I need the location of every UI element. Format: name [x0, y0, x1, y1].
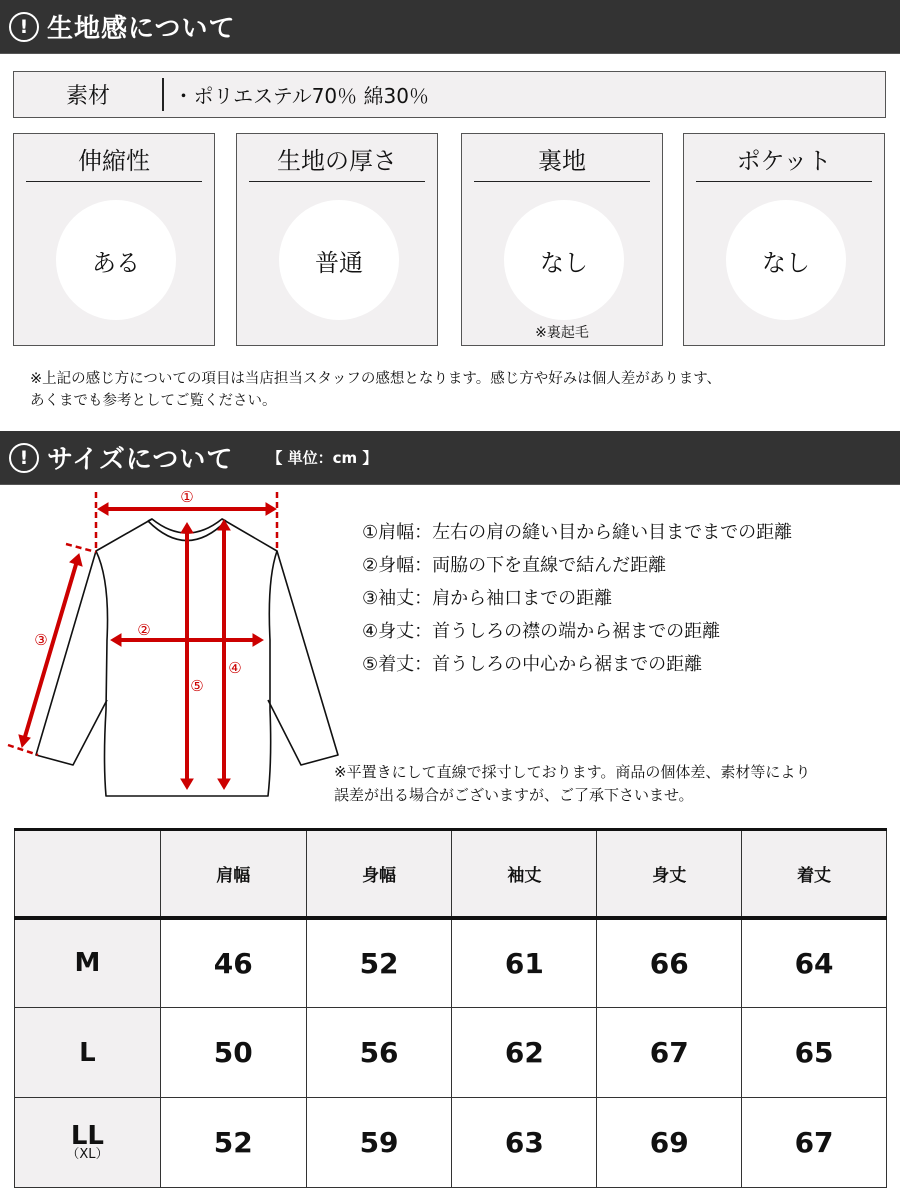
column-header-shoulder: 肩幅	[160, 830, 306, 918]
exclamation-circle-icon: !	[9, 443, 39, 473]
table-cell: 69	[597, 1098, 742, 1188]
feature-card-pocket	[683, 133, 885, 346]
table-cell: 63	[452, 1098, 597, 1188]
legend-item: ⑤着丈：首うしろの中心から裾までの距離	[362, 654, 703, 675]
exclamation-circle-icon: !	[9, 12, 39, 42]
feature-value: なし	[504, 200, 624, 320]
table-cell: 52	[306, 918, 452, 1008]
feature-note: ※裏起毛	[535, 325, 589, 341]
table-cell: 67	[597, 1008, 742, 1098]
column-header-body-length: 身丈	[597, 830, 742, 918]
material-row	[13, 71, 886, 118]
table-cell: 56	[306, 1008, 452, 1098]
fabric-disclaimer	[30, 368, 721, 412]
shirt-outline-icon	[0, 484, 345, 809]
legend-item: ③袖丈：肩から袖口までの距離	[362, 588, 613, 609]
column-header-total-length: 着丈	[742, 830, 887, 918]
feature-card-stretch	[13, 133, 215, 346]
table-row	[15, 1098, 887, 1188]
measurement-note	[334, 761, 810, 807]
table-cell: 50	[160, 1008, 306, 1098]
table-row	[15, 1008, 887, 1098]
marker-3: ③	[34, 631, 48, 649]
table-cell: 66	[597, 918, 742, 1008]
feature-card-thickness	[236, 133, 438, 346]
feature-label: 伸縮性	[26, 144, 202, 182]
table-cell: 61	[452, 918, 597, 1008]
marker-5: ⑤	[190, 677, 204, 695]
shirt-measurement-diagram	[0, 484, 345, 809]
measurement-legend	[362, 516, 792, 681]
table-cell: 67	[742, 1098, 887, 1188]
table-cell: 52	[160, 1098, 306, 1188]
column-header-chest: 身幅	[306, 830, 452, 918]
marker-2: ②	[137, 621, 151, 639]
feature-card-lining	[461, 133, 663, 346]
feature-label: 生地の厚さ	[249, 144, 425, 182]
marker-1: ①	[180, 488, 194, 506]
table-cell: 65	[742, 1008, 887, 1098]
size-label: M	[15, 918, 161, 1008]
legend-item: ④身丈：首うしろの襟の端から裾までの距離	[362, 621, 721, 642]
column-header-empty	[15, 830, 161, 918]
table-cell: 46	[160, 918, 306, 1008]
feature-value: ある	[56, 200, 176, 320]
fabric-section-header	[0, 0, 900, 54]
disclaimer-line: ※上記の感じ方についての項目は当店担当スタッフの感想となります。感じ方や好みは個人差があります、	[30, 371, 722, 387]
material-label: 素材	[65, 84, 110, 109]
fabric-section-title: 生地感について	[47, 14, 236, 44]
table-cell: 59	[306, 1098, 452, 1188]
note-line: ※平置きにして直線で採寸しております。商品の個体差、素材等により	[334, 763, 811, 781]
feature-label: ポケット	[696, 144, 872, 182]
note-line: 誤差が出る場合がございますが、ご了承下さいませ。	[334, 786, 694, 804]
size-unit-label: 【 単位：cm 】	[267, 449, 378, 467]
size-section-title: サイズについて	[47, 445, 234, 475]
size-section-header	[0, 431, 900, 485]
material-value: ・ポリエステル70％ 綿30％	[173, 84, 429, 108]
legend-item: ①肩幅：左右の肩の縫い目から縫い目までまでの距離	[362, 522, 793, 543]
feature-value: なし	[726, 200, 846, 320]
size-table	[14, 828, 887, 1188]
marker-4: ④	[228, 659, 242, 677]
feature-value: 普通	[279, 200, 399, 320]
legend-item: ②身幅：両脇の下を直線で結んだ距離	[362, 555, 667, 576]
table-row	[15, 918, 887, 1008]
table-header-row	[15, 830, 887, 918]
table-cell: 64	[742, 918, 887, 1008]
column-header-sleeve: 袖丈	[452, 830, 597, 918]
table-cell: 62	[452, 1008, 597, 1098]
feature-label: 裏地	[474, 144, 650, 182]
size-label: LL （XL）	[15, 1098, 161, 1188]
size-label: L	[15, 1008, 161, 1098]
disclaimer-line: あくまでも参考としてご覧ください。	[30, 393, 277, 409]
